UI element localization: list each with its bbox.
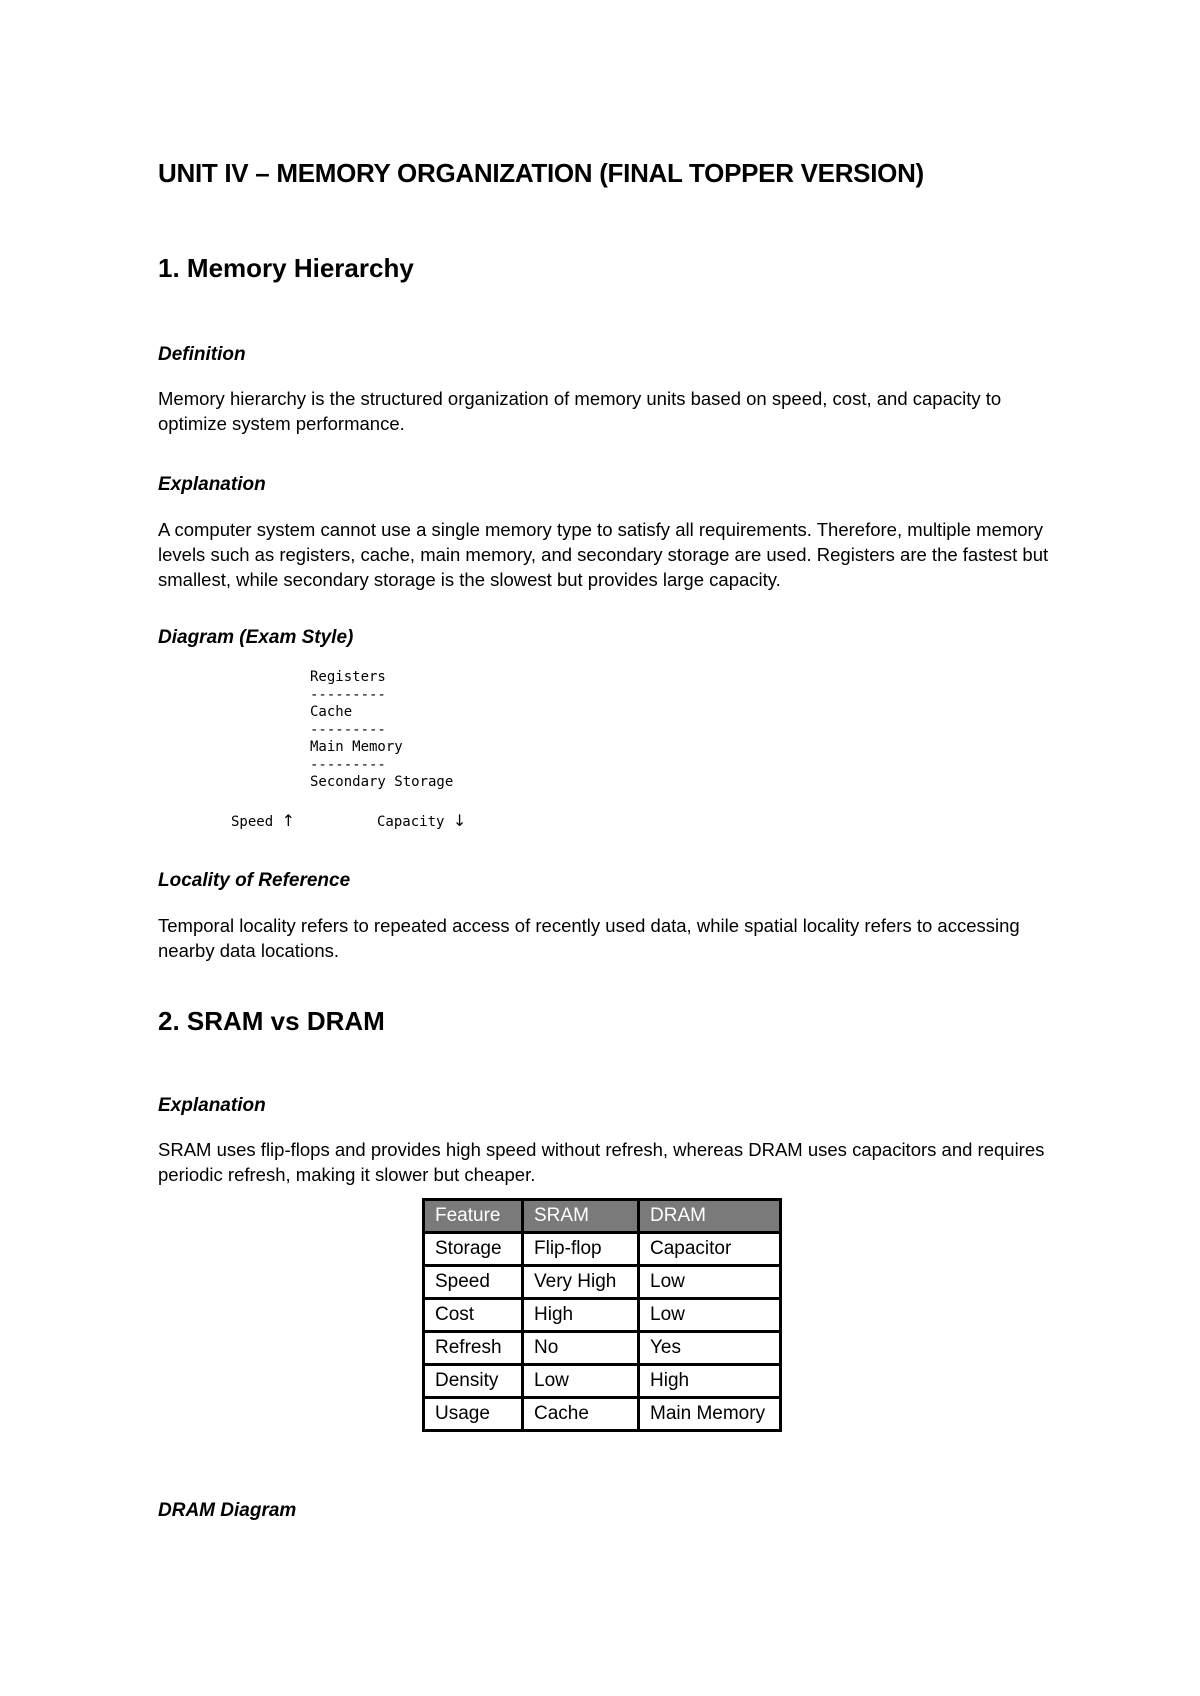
table-cell: Flip-flop: [523, 1233, 639, 1266]
table-cell: No: [523, 1332, 639, 1365]
table-cell: Density: [424, 1365, 523, 1398]
definition-text: Memory hierarchy is the structured organization of memory units based on speed, cost, and capacity to optimize system performance.: [158, 388, 1002, 434]
level-separator: ---------: [310, 686, 386, 703]
level-registers: Registers: [310, 669, 386, 685]
diagram-label: Diagram (Exam Style): [158, 627, 354, 648]
table-cell: Capacitor: [639, 1233, 781, 1266]
table-cell: Yes: [639, 1332, 781, 1365]
locality-text: Temporal locality refers to repeated access of recently used data, while spatial locality refers to accessing nearby data locations.: [158, 915, 1020, 961]
locality-label: Locality of Reference: [158, 870, 351, 891]
table-cell: Low: [523, 1365, 639, 1398]
table-header-cell: Feature: [424, 1200, 523, 1233]
table-cell: Main Memory: [639, 1398, 781, 1431]
table-cell: Refresh: [424, 1332, 523, 1365]
down-arrow-icon: ↓: [452, 811, 467, 830]
table-cell: High: [523, 1299, 639, 1332]
table-cell: Storage: [424, 1233, 523, 1266]
table-cell: Very High: [523, 1266, 639, 1299]
memory-hierarchy-diagram: [310, 669, 453, 792]
dram-diagram-label: DRAM Diagram: [158, 1500, 297, 1521]
section-heading-memory-hierarchy: 1. Memory Hierarchy: [158, 253, 414, 283]
explanation-label: Explanation: [158, 474, 266, 495]
table-row: [424, 1266, 781, 1299]
table-cell: Cache: [523, 1398, 639, 1431]
capacity-label: Capacity: [377, 814, 445, 830]
level-cache: Cache: [310, 704, 353, 720]
explanation-text: A computer system cannot use a single memory type to satisfy all requirements. Therefore, multiple memory levels such as registers, cache, main memory, and secondary storage are used. Registers are the fastest but smallest, while secondary storage is the slowest but provides large capacity.: [158, 519, 1049, 590]
table-cell: High: [639, 1365, 781, 1398]
table-cell: Low: [639, 1266, 781, 1299]
level-separator: ---------: [310, 756, 386, 773]
table-header-cell: SRAM: [523, 1200, 639, 1233]
table-header-row: [424, 1200, 781, 1233]
table-header-cell: DRAM: [639, 1200, 781, 1233]
capacity-note: [377, 811, 466, 830]
sram-dram-explanation-text: SRAM uses flip-flops and provides high speed without refresh, whereas DRAM uses capacitors and requires periodic refresh, making it slower but cheaper.: [158, 1139, 1045, 1185]
table-cell: Usage: [424, 1398, 523, 1431]
level-main-memory: Main Memory: [310, 739, 403, 755]
table-cell: Speed: [424, 1266, 523, 1299]
table-row: [424, 1398, 781, 1431]
speed-label: Speed: [231, 814, 274, 830]
table-row: [424, 1233, 781, 1266]
table-cell: Cost: [424, 1299, 523, 1332]
up-arrow-icon: ↑: [281, 811, 295, 830]
section-heading-sram-vs-dram: 2. SRAM vs DRAM: [158, 1006, 385, 1036]
level-secondary-storage: Secondary Storage: [310, 774, 454, 790]
table-row: [424, 1365, 781, 1398]
speed-note: [231, 811, 295, 830]
level-separator: ---------: [310, 721, 386, 738]
table-row: [424, 1332, 781, 1365]
definition-label: Definition: [158, 344, 246, 365]
table-cell: Low: [639, 1299, 781, 1332]
explanation-label-2: Explanation: [158, 1095, 266, 1116]
sram-dram-table: [422, 1198, 782, 1432]
table-row: [424, 1299, 781, 1332]
document-title: UNIT IV – MEMORY ORGANIZATION (FINAL TOPPER VERSION): [158, 158, 924, 188]
